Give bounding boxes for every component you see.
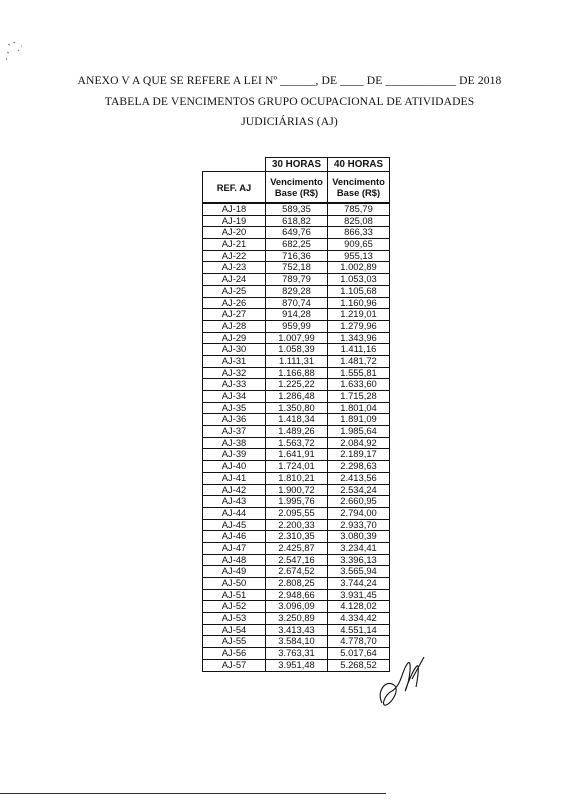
value-40h-cell: 2.413,56 [328,472,390,484]
value-40h-cell: 2.084,92 [328,437,390,449]
ref-cell: AJ-35 [203,402,266,414]
ref-cell: AJ-34 [203,391,266,403]
ref-cell: AJ-43 [203,496,266,508]
value-40h-cell: 1.985,64 [328,426,390,438]
table-title: TABELA DE VENCIMENTOS GRUPO OCUPACIONAL DE ATIVIDADES [104,95,475,108]
value-40h-cell: 1.715,28 [328,391,390,403]
table-row [203,437,390,449]
value-30h-cell: 789,79 [266,274,328,286]
table-row [203,613,390,625]
value-30h-cell: 2.095,55 [266,507,328,519]
value-40h-cell: 825,08 [328,215,390,227]
ref-cell: AJ-36 [203,414,266,426]
ref-cell: AJ-28 [203,320,266,332]
value-30h-cell: 682,25 [266,239,328,251]
table-row [203,239,390,251]
value-30h-cell: 1.225,22 [266,379,328,391]
ref-cell: AJ-51 [203,589,266,601]
value-40h-cell: 2.933,70 [328,519,390,531]
ref-cell: AJ-30 [203,344,266,356]
value-30h-cell: 959,99 [266,320,328,332]
ref-cell: AJ-25 [203,285,266,297]
ref-cell: AJ-57 [203,659,266,671]
value-40h-cell: 1.891,09 [328,414,390,426]
table-row [203,227,390,239]
table-row [203,320,390,332]
value-30h-cell: 3.951,48 [266,659,328,671]
value-30h-cell: 3.250,89 [266,613,328,625]
value-30h-cell: 3.413,43 [266,624,328,636]
value-30h-cell: 2.547,16 [266,554,328,566]
value-30h-cell: 2.425,87 [266,542,328,554]
salary-table-body [203,203,390,671]
value-30h-cell: 2.310,35 [266,531,328,543]
ref-cell: AJ-26 [203,297,266,309]
ref-cell: AJ-53 [203,613,266,625]
salary-table [202,157,390,672]
value-40h-cell: 866,33 [328,227,390,239]
table-row [203,496,390,508]
value-30h-cell: 1.286,48 [266,391,328,403]
ref-cell: AJ-40 [203,461,266,473]
value-30h-cell: 1.111,31 [266,355,328,367]
table-row [203,554,390,566]
value-30h-cell: 618,82 [266,215,328,227]
value-40h-cell: 1.105,68 [328,285,390,297]
table-row [203,379,390,391]
ref-cell: AJ-24 [203,274,266,286]
ref-cell: AJ-41 [203,472,266,484]
table-row [203,402,390,414]
value-40h-cell: 1.481,72 [328,355,390,367]
annex-title: ANEXO V A QUE SE REFERE A LEI Nº ______, DE ____ DE ____________ DE 2018 [77,74,502,87]
value-30h-cell: 2.200,33 [266,519,328,531]
ref-cell: AJ-39 [203,449,266,461]
table-row [203,484,390,496]
value-40h-cell: 1.555,81 [328,367,390,379]
value-40h-cell: 3.744,24 [328,578,390,590]
value-30h-cell: 870,74 [266,297,328,309]
ref-cell: AJ-46 [203,531,266,543]
table-row [203,285,390,297]
ref-cell: AJ-32 [203,367,266,379]
signature [372,645,428,713]
table-row [203,531,390,543]
salary-table-wrap [202,157,390,672]
value-40h-cell: 1.801,04 [328,402,390,414]
table-row [203,589,390,601]
value-40h-cell: 3.931,45 [328,589,390,601]
base-header-30: Vencimento Base (R$) [266,172,328,204]
value-30h-cell: 3.763,31 [266,648,328,660]
table-row [203,203,390,215]
table-row [203,624,390,636]
value-40h-cell: 1.160,96 [328,297,390,309]
table-row [203,542,390,554]
value-40h-cell: 785,79 [328,203,390,215]
value-30h-cell: 1.563,72 [266,437,328,449]
table-row [203,636,390,648]
value-30h-cell: 1.900,72 [266,484,328,496]
value-40h-cell: 909,65 [328,239,390,251]
hours-30-header: 30 HORAS [266,158,328,172]
value-30h-cell: 3.584,10 [266,636,328,648]
value-30h-cell: 1.007,99 [266,332,328,344]
table-row [203,274,390,286]
ref-cell: AJ-49 [203,566,266,578]
ref-cell: AJ-23 [203,262,266,274]
table-row [203,601,390,613]
table-row [203,309,390,321]
ref-cell: AJ-45 [203,519,266,531]
table-row [203,262,390,274]
value-40h-cell: 2.660,95 [328,496,390,508]
value-30h-cell: 1.166,88 [266,367,328,379]
table-row [203,250,390,262]
table-row [203,414,390,426]
value-30h-cell: 1.641,91 [266,449,328,461]
ref-cell: AJ-31 [203,355,266,367]
value-40h-cell: 5.268,52 [328,659,390,671]
value-30h-cell: 1.489,26 [266,426,328,438]
table-row [203,578,390,590]
value-30h-cell: 716,36 [266,250,328,262]
value-30h-cell: 2.808,25 [266,578,328,590]
value-30h-cell: 589,35 [266,203,328,215]
table-row [203,355,390,367]
base-header-40: Vencimento Base (R$) [328,172,390,204]
value-40h-cell: 4.128,02 [328,601,390,613]
table-row [203,391,390,403]
value-40h-cell: 4.778,70 [328,636,390,648]
table-row [203,461,390,473]
table-row [203,297,390,309]
value-40h-cell: 1.633,60 [328,379,390,391]
ref-cell: AJ-56 [203,648,266,660]
value-40h-cell: 2.794,00 [328,507,390,519]
table-row [203,332,390,344]
value-30h-cell: 3.096,09 [266,601,328,613]
ref-cell: AJ-19 [203,215,266,227]
value-30h-cell: 752,18 [266,262,328,274]
value-40h-cell: 3.565,94 [328,566,390,578]
ref-cell: AJ-50 [203,578,266,590]
table-row [203,367,390,379]
value-30h-cell: 2.674,52 [266,566,328,578]
table-row [203,449,390,461]
scan-marks [4,40,34,70]
value-40h-cell: 1.411,16 [328,344,390,356]
ref-cell: AJ-21 [203,239,266,251]
ref-cell: AJ-33 [203,379,266,391]
ref-cell: AJ-54 [203,624,266,636]
value-40h-cell: 1.343,96 [328,332,390,344]
ref-cell: AJ-18 [203,203,266,215]
value-40h-cell: 5.017,64 [328,648,390,660]
value-30h-cell: 2.948,66 [266,589,328,601]
ref-cell: AJ-47 [203,542,266,554]
value-40h-cell: 4.334,42 [328,613,390,625]
ref-cell: AJ-27 [203,309,266,321]
ref-cell: AJ-37 [203,426,266,438]
value-40h-cell: 1.053,03 [328,274,390,286]
table-row [203,659,390,671]
value-30h-cell: 1.418,34 [266,414,328,426]
table-row [203,344,390,356]
value-30h-cell: 1.724,01 [266,461,328,473]
table-row [203,507,390,519]
value-40h-cell: 3.234,41 [328,542,390,554]
value-40h-cell: 3.080,39 [328,531,390,543]
ref-cell: AJ-44 [203,507,266,519]
ref-cell: AJ-42 [203,484,266,496]
ref-cell: AJ-48 [203,554,266,566]
value-40h-cell: 1.279,96 [328,320,390,332]
table-row [203,472,390,484]
value-40h-cell: 3.396,13 [328,554,390,566]
ref-cell: AJ-29 [203,332,266,344]
value-40h-cell: 2.534,24 [328,484,390,496]
ref-cell: AJ-38 [203,437,266,449]
ref-cell: AJ-52 [203,601,266,613]
value-40h-cell: 1.002,89 [328,262,390,274]
value-30h-cell: 1.995,76 [266,496,328,508]
value-30h-cell: 1.350,80 [266,402,328,414]
value-30h-cell: 649,76 [266,227,328,239]
value-30h-cell: 1.058,39 [266,344,328,356]
ref-header: REF. AJ [203,172,266,204]
table-row [203,215,390,227]
table-row [203,426,390,438]
ref-cell: AJ-22 [203,250,266,262]
value-40h-cell: 4.551,14 [328,624,390,636]
value-40h-cell: 955,13 [328,250,390,262]
value-40h-cell: 1.219,01 [328,309,390,321]
value-30h-cell: 914,28 [266,309,328,321]
value-40h-cell: 2.189,17 [328,449,390,461]
value-30h-cell: 1.810,21 [266,472,328,484]
table-row [203,648,390,660]
footer-rule [0,793,386,794]
hours-40-header: 40 HORAS [328,158,390,172]
ref-cell: AJ-20 [203,227,266,239]
value-30h-cell: 829,28 [266,285,328,297]
value-40h-cell: 2.298,63 [328,461,390,473]
empty-corner [203,158,266,172]
table-subtitle: JUDICIÁRIAS (AJ) [241,115,338,128]
ref-cell: AJ-55 [203,636,266,648]
table-row [203,519,390,531]
table-row [203,566,390,578]
